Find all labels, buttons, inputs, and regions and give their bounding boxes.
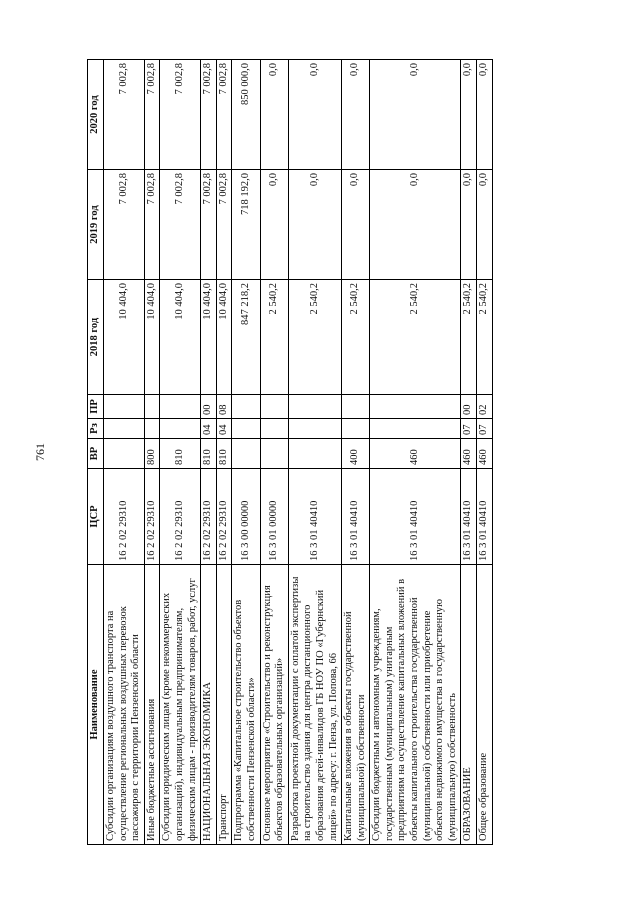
col-header-2020: 2020 год [88,60,104,170]
cell-y2020: 7 002,8 [144,60,160,170]
cell-csr: 16 3 01 40410 [370,469,461,565]
cell-y2019: 0,0 [288,170,341,280]
cell-name: Иные бюджетные ассигнования [144,565,160,845]
cell-pr: 00 [201,395,217,419]
cell-name: Разработка проектной документации с оплатой экспертизы на строительство здания для центра дистанционного образования детей-инвалидов ГБ НОУ ПО «Губернский лицей» по адресу: г. Пенза, ул. Попова, 66 [288,565,341,845]
cell-y2019: 0,0 [370,170,461,280]
table-body [104,60,493,845]
cell-vr [232,439,260,469]
cell-pr [370,395,461,419]
cell-y2020: 0,0 [288,60,341,170]
table-row [216,60,232,845]
col-header-2019: 2019 год [88,170,104,280]
cell-vr: 810 [160,439,201,469]
cell-name: Капитальные вложения в объекты государственной (муниципальной) собственности [342,565,370,845]
table-row [144,60,160,845]
cell-name: Подпрограмма «Капитальное строительство объектов собственности Пензенской области» [232,565,260,845]
cell-y2019: 7 002,8 [201,170,217,280]
cell-csr: 16 3 01 40410 [288,469,341,565]
cell-name: Субсидии бюджетным и автономным учреждениям, государственным (муниципальным) унитарным предприятиям на осуществление капитальных вложений в объекты капитального строительства государственной (муниципальной) собственности или приобретение объектов недвижимого имущества в государственную (муниципальную) собственность [370,565,461,845]
col-header-2018: 2018 год [88,280,104,395]
cell-y2018: 10 404,0 [160,280,201,395]
cell-vr: 810 [216,439,232,469]
cell-vr: 400 [342,439,370,469]
cell-rz [232,419,260,439]
cell-rz: 07 [477,419,493,439]
cell-rz: 07 [461,419,477,439]
cell-rz [144,419,160,439]
cell-name: Субсидии организациям воздушного транспорта на осуществление региональных воздушных перевозок пассажиров с территории Пензенской области [104,565,145,845]
cell-pr [144,395,160,419]
rotated-table-container [87,60,547,845]
table-row [342,60,370,845]
cell-y2019: 0,0 [461,170,477,280]
cell-pr [160,395,201,419]
cell-csr: 16 2 02 29310 [201,469,217,565]
cell-csr: 16 2 02 29310 [144,469,160,565]
cell-csr: 16 3 01 40410 [342,469,370,565]
cell-pr [260,395,288,419]
cell-y2018: 2 540,2 [477,280,493,395]
cell-rz [342,419,370,439]
cell-y2020: 0,0 [370,60,461,170]
table-row [461,60,477,845]
cell-y2019: 0,0 [477,170,493,280]
cell-rz [104,419,145,439]
col-header-csr: ЦСР [88,469,104,565]
cell-vr [260,439,288,469]
cell-y2020: 0,0 [260,60,288,170]
table-row [477,60,493,845]
col-header-rz: Рз [88,419,104,439]
cell-rz: 04 [216,419,232,439]
cell-y2019: 718 192,0 [232,170,260,280]
cell-y2019: 7 002,8 [216,170,232,280]
cell-y2020: 7 002,8 [216,60,232,170]
table-row [201,60,217,845]
cell-csr: 16 3 00 00000 [232,469,260,565]
budget-table [87,59,493,845]
table-row [232,60,260,845]
cell-vr: 810 [201,439,217,469]
cell-y2018: 10 404,0 [144,280,160,395]
cell-y2019: 7 002,8 [104,170,145,280]
col-header-vr: ВР [88,439,104,469]
cell-y2020: 0,0 [461,60,477,170]
cell-y2018: 2 540,2 [288,280,341,395]
cell-pr: 00 [461,395,477,419]
cell-y2018: 2 540,2 [370,280,461,395]
cell-name: ОБРАЗОВАНИЕ [461,565,477,845]
cell-vr [288,439,341,469]
page-number: 761 [33,443,47,461]
cell-rz: 04 [201,419,217,439]
cell-y2019: 7 002,8 [160,170,201,280]
cell-pr: 08 [216,395,232,419]
cell-csr: 16 3 01 40410 [461,469,477,565]
cell-y2018: 2 540,2 [260,280,288,395]
cell-rz [160,419,201,439]
cell-y2020: 0,0 [342,60,370,170]
cell-vr: 460 [370,439,461,469]
cell-y2020: 7 002,8 [201,60,217,170]
cell-pr: 02 [477,395,493,419]
cell-name: Общее образование [477,565,493,845]
table-header-row [88,60,104,845]
cell-pr [104,395,145,419]
cell-csr: 16 2 02 29310 [104,469,145,565]
col-header-name: Наименование [88,565,104,845]
cell-pr [232,395,260,419]
cell-y2019: 7 002,8 [144,170,160,280]
cell-name: Субсидии юридическим лицам (кроме некоммерческих организаций), индивидуальным предпринимателям, физическим лицам - производителям товаров, работ, услуг [160,565,201,845]
cell-y2019: 0,0 [260,170,288,280]
cell-csr: 16 3 01 40410 [477,469,493,565]
table-row [104,60,145,845]
cell-y2020: 0,0 [477,60,493,170]
cell-vr: 460 [461,439,477,469]
table-row [260,60,288,845]
cell-y2018: 2 540,2 [461,280,477,395]
cell-csr: 16 3 01 00000 [260,469,288,565]
cell-csr: 16 2 02 29310 [160,469,201,565]
cell-vr: 800 [144,439,160,469]
table-row [160,60,201,845]
cell-y2020: 7 002,8 [160,60,201,170]
cell-rz [288,419,341,439]
cell-pr [288,395,341,419]
table-row [370,60,461,845]
col-header-pr: ПР [88,395,104,419]
cell-name: НАЦИОНАЛЬНАЯ ЭКОНОМИКА [201,565,217,845]
cell-y2019: 0,0 [342,170,370,280]
cell-y2020: 850 000,0 [232,60,260,170]
cell-y2018: 10 404,0 [201,280,217,395]
table-row [288,60,341,845]
cell-y2018: 10 404,0 [104,280,145,395]
cell-name: Основное мероприятие «Строительство и реконструкция объектов образовательных организаций» [260,565,288,845]
cell-name: Транспорт [216,565,232,845]
cell-rz [370,419,461,439]
cell-y2018: 2 540,2 [342,280,370,395]
cell-y2018: 10 404,0 [216,280,232,395]
cell-pr [342,395,370,419]
cell-vr: 460 [477,439,493,469]
cell-rz [260,419,288,439]
cell-vr [104,439,145,469]
cell-y2018: 847 218,2 [232,280,260,395]
cell-csr: 16 2 02 29310 [216,469,232,565]
cell-y2020: 7 002,8 [104,60,145,170]
